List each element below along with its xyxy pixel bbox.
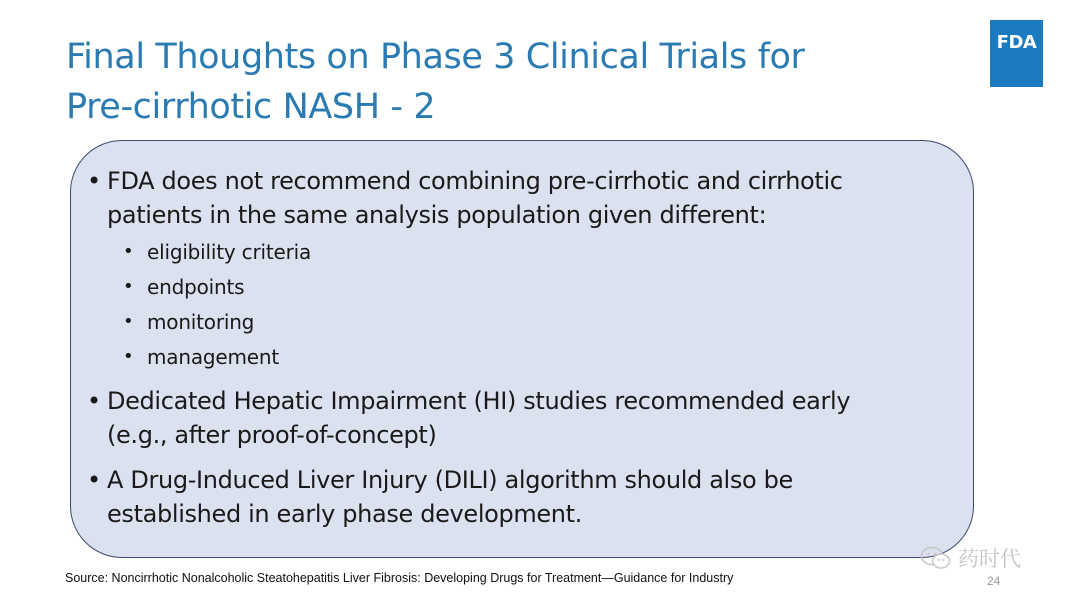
bullet-item-1 [87, 164, 947, 232]
sub-bullet-item [123, 308, 254, 336]
fda-logo-text: FDA [996, 32, 1037, 53]
source-citation: Source: Noncirrhotic Nonalcoholic Steatohepatitis Liver Fibrosis: Developing Drugs for Treatment—Guidance for Industry [65, 571, 734, 585]
bullet-item-2 [87, 384, 947, 452]
bullet-2-line-1: Dedicated Hepatic Impairment (HI) studies recommended early [107, 387, 851, 415]
sub-bullet-item [123, 343, 279, 371]
bullet-dot: • [87, 466, 101, 494]
bullet-item-3 [87, 463, 947, 531]
slide-title-line-2: Pre-cirrhotic NASH - 2 [66, 87, 436, 127]
sub-bullet-text: endpoints [147, 275, 245, 299]
sub-bullet-dot: • [123, 241, 134, 262]
bullet-3-line-2: established in early phase development. [107, 500, 582, 528]
watermark-text: 药时代 [958, 547, 1021, 571]
bullet-1-line-1: FDA does not recommend combining pre-cirrhotic and cirrhotic [107, 167, 843, 195]
bullet-dot: • [87, 387, 101, 415]
sub-bullet-text: monitoring [147, 310, 255, 334]
watermark [920, 543, 1021, 573]
sub-bullet-dot: • [123, 276, 134, 297]
sub-bullet-dot: • [123, 346, 134, 367]
bullet-2-line-2: (e.g., after proof-of-concept) [107, 421, 437, 449]
fda-logo [990, 20, 1043, 87]
bullet-1-line-2: patients in the same analysis population given different: [107, 201, 767, 229]
page-number: 24 [987, 574, 1001, 588]
bullet-3-line-1: A Drug-Induced Liver Injury (DILI) algorithm should also be [107, 466, 793, 494]
sub-bullet-dot: • [123, 311, 134, 332]
sub-bullet-text: management [147, 345, 279, 369]
wechat-icon [920, 545, 952, 571]
sub-bullet-item [123, 273, 244, 301]
bullet-dot: • [87, 167, 101, 195]
slide-title [66, 32, 946, 132]
content-box [70, 140, 974, 558]
sub-bullet-text: eligibility criteria [147, 240, 312, 264]
sub-bullet-item [123, 238, 311, 266]
slide-title-line-1: Final Thoughts on Phase 3 Clinical Trials for [66, 37, 805, 77]
